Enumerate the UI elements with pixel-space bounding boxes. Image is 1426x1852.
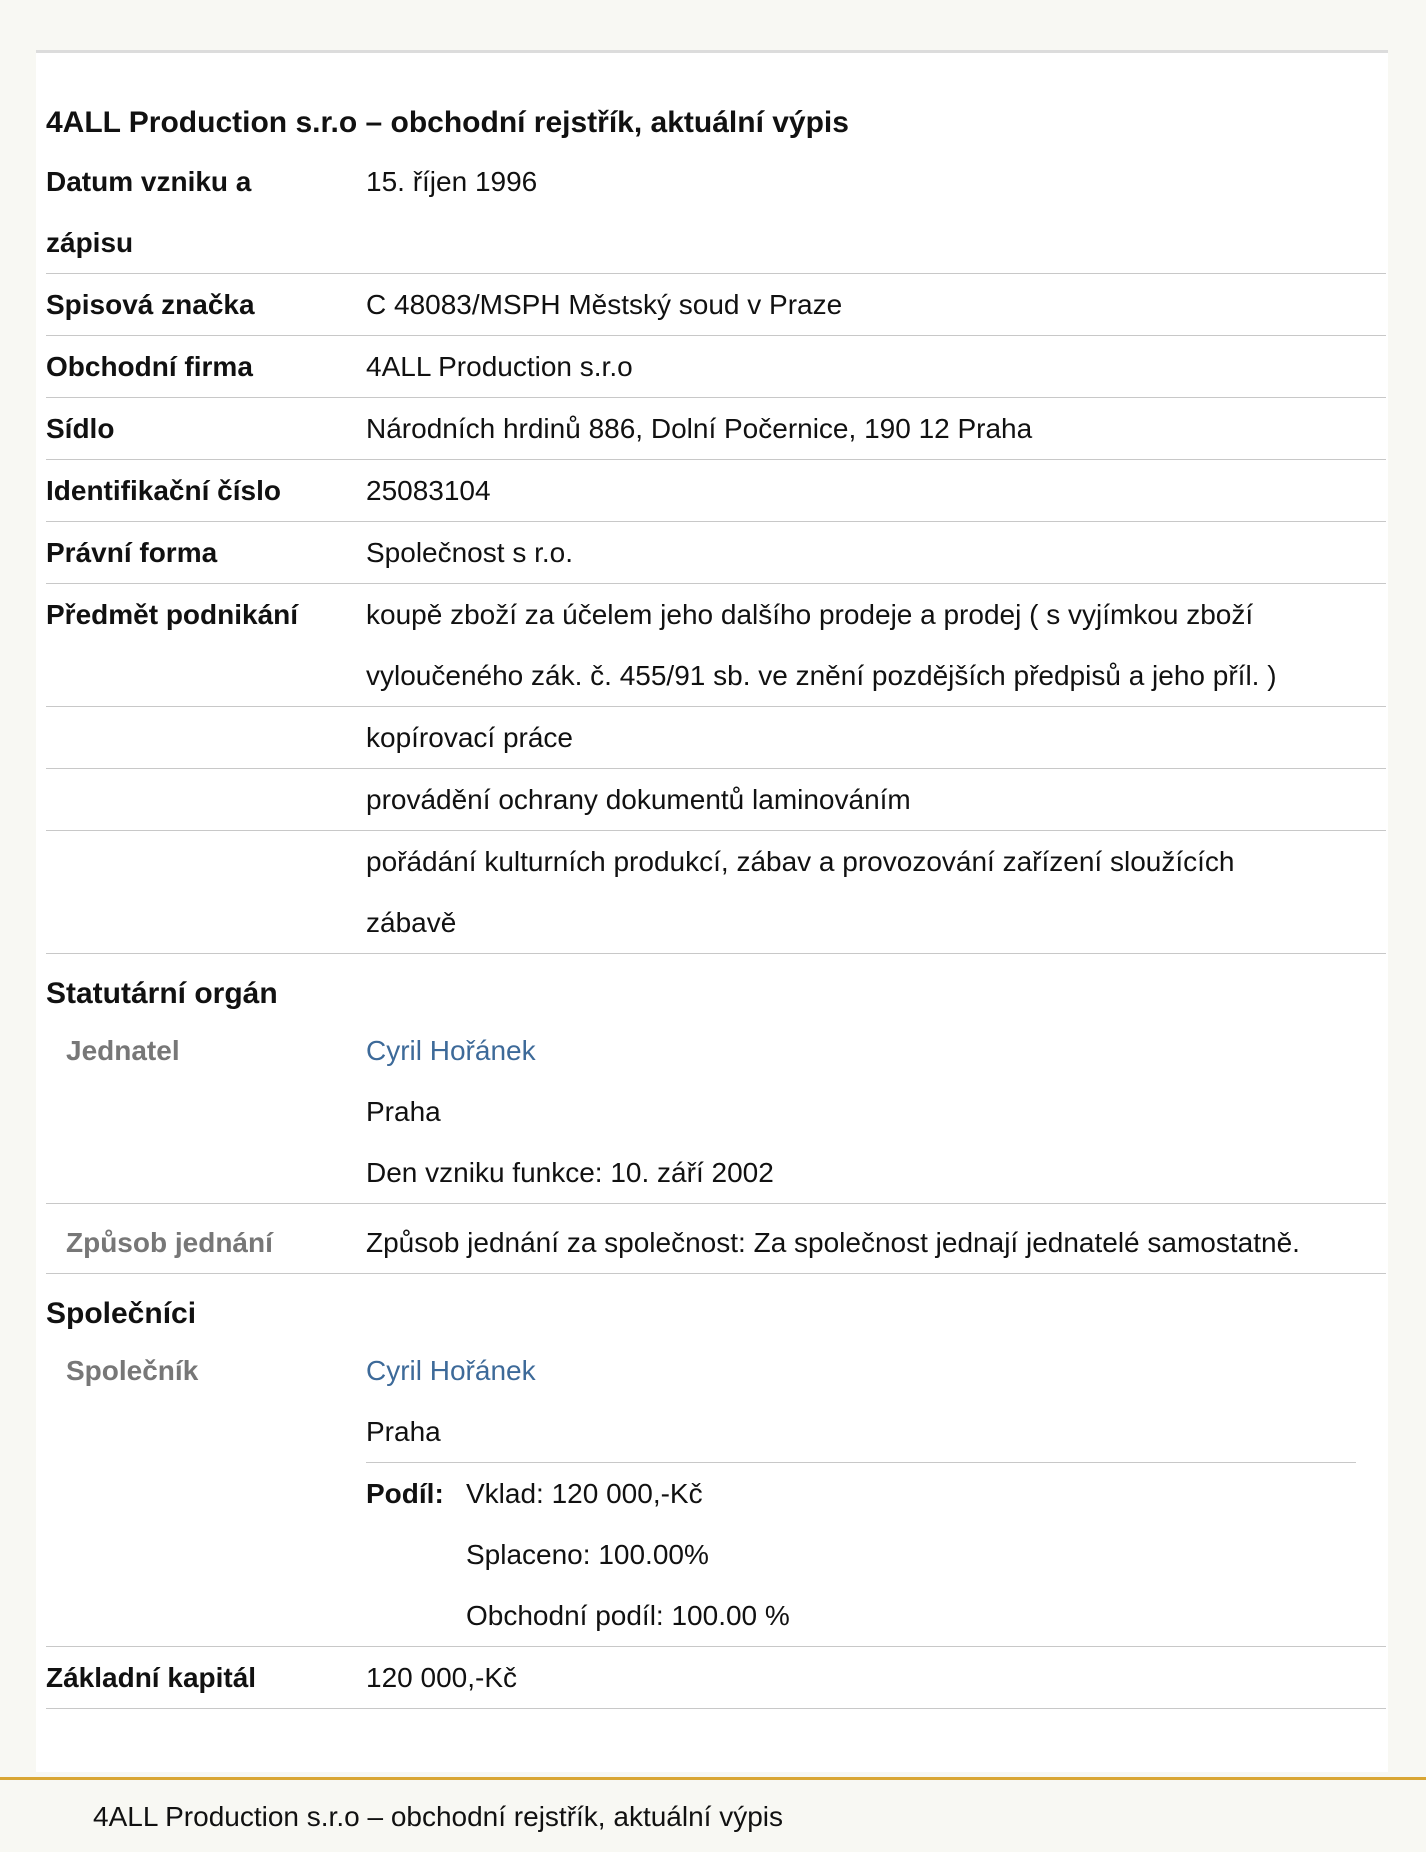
share-vklad: Vklad: 120 000,-Kč — [466, 1478, 703, 1509]
person-city: Praha — [366, 1096, 441, 1127]
footer-divider — [0, 1777, 1426, 1780]
row-label — [46, 151, 366, 273]
row-label: Spisová značka — [46, 289, 255, 320]
row-label: Společník — [66, 1355, 199, 1386]
row-value — [366, 584, 1386, 706]
row-value — [366, 1340, 1386, 1646]
row-value — [366, 1020, 1386, 1203]
person-city: Praha — [366, 1416, 441, 1447]
row-zakladni-kapital — [46, 1647, 1386, 1709]
row-pravni-forma — [46, 522, 1386, 584]
row-label: Sídlo — [46, 413, 115, 444]
row-label: Způsob jednání — [66, 1227, 273, 1258]
row-predmet-podnikani — [46, 584, 1386, 707]
row-spolecnik — [46, 1340, 1386, 1647]
footer-title: 4ALL Production s.r.o – obchodní rejstřík, aktuální výpis — [93, 1801, 784, 1832]
row-value: 4ALL Production s.r.o — [366, 351, 633, 382]
row-predmet-item — [46, 707, 1386, 769]
row-predmet-item — [46, 769, 1386, 831]
activity-line: zábavě — [366, 907, 457, 938]
row-spisova-znacka — [46, 274, 1386, 336]
row-label-empty — [46, 707, 366, 768]
document-content — [46, 53, 1386, 1709]
activity-line: pořádání kulturních produkcí, zábav a provozování zařízení sloužících — [366, 846, 1235, 877]
row-label: Obchodní firma — [46, 351, 253, 382]
row-sidlo — [46, 398, 1386, 460]
row-label-empty — [46, 769, 366, 830]
row-label: Jednatel — [66, 1035, 180, 1066]
share-values — [466, 1463, 1356, 1646]
row-jednatel — [46, 1020, 1386, 1204]
row-value: 25083104 — [366, 475, 491, 506]
row-label: Právní forma — [46, 537, 218, 568]
row-value: provádění ochrany dokumentů laminováním — [366, 784, 911, 815]
person-link[interactable]: Cyril Hořánek — [366, 1355, 536, 1386]
row-label: Předmět podnikání — [46, 599, 299, 630]
document-title: 4ALL Production s.r.o – obchodní rejstřík, aktuální výpis — [46, 106, 849, 139]
share-block — [366, 1462, 1356, 1646]
activity-line: koupě zboží za účelem jeho dalšího prodeje a prodej ( s vyjímkou zboží — [366, 599, 1254, 630]
row-datum-vzniku — [46, 151, 1386, 274]
row-predmet-item — [46, 831, 1386, 954]
person-link[interactable]: Cyril Hořánek — [366, 1035, 536, 1066]
row-value: 15. říjen 1996 — [366, 166, 538, 197]
label-line-2: zápisu — [46, 227, 134, 258]
function-since: Den vzniku funkce: 10. září 2002 — [366, 1157, 774, 1188]
row-value: C 48083/MSPH Městský soud v Praze — [366, 289, 843, 320]
document-page — [36, 50, 1388, 1772]
row-value: Způsob jednání za společnost: Za společnost jednají jednatelé samostatně. — [366, 1227, 1300, 1258]
activity-line: vyloučeného zák. č. 455/91 sb. ve znění pozdějších předpisů a jeho příl. ) — [366, 660, 1277, 691]
section-heading-spolecnici: Společníci — [46, 1297, 197, 1330]
row-identifikacni-cislo — [46, 460, 1386, 522]
row-value: kopírovací práce — [366, 722, 573, 753]
row-value: 120 000,-Kč — [366, 1662, 517, 1693]
row-value — [366, 831, 1386, 953]
section-heading-statutarni: Statutární orgán — [46, 977, 278, 1010]
share-splaceno: Splaceno: 100.00% — [466, 1539, 709, 1570]
share-label: Podíl: — [366, 1478, 444, 1509]
row-value: Společnost s r.o. — [366, 537, 574, 568]
label-line-1: Datum vzniku a — [46, 166, 252, 197]
row-value: Národních hrdinů 886, Dolní Počernice, 190 12 Praha — [366, 413, 1033, 444]
row-label-empty — [46, 831, 366, 953]
row-obchodni-firma — [46, 336, 1386, 398]
row-label: Základní kapitál — [46, 1662, 257, 1693]
share-obchodni-podil: Obchodní podíl: 100.00 % — [466, 1600, 790, 1631]
row-label: Identifikační číslo — [46, 475, 281, 506]
row-zpusob-jednani — [46, 1204, 1386, 1274]
